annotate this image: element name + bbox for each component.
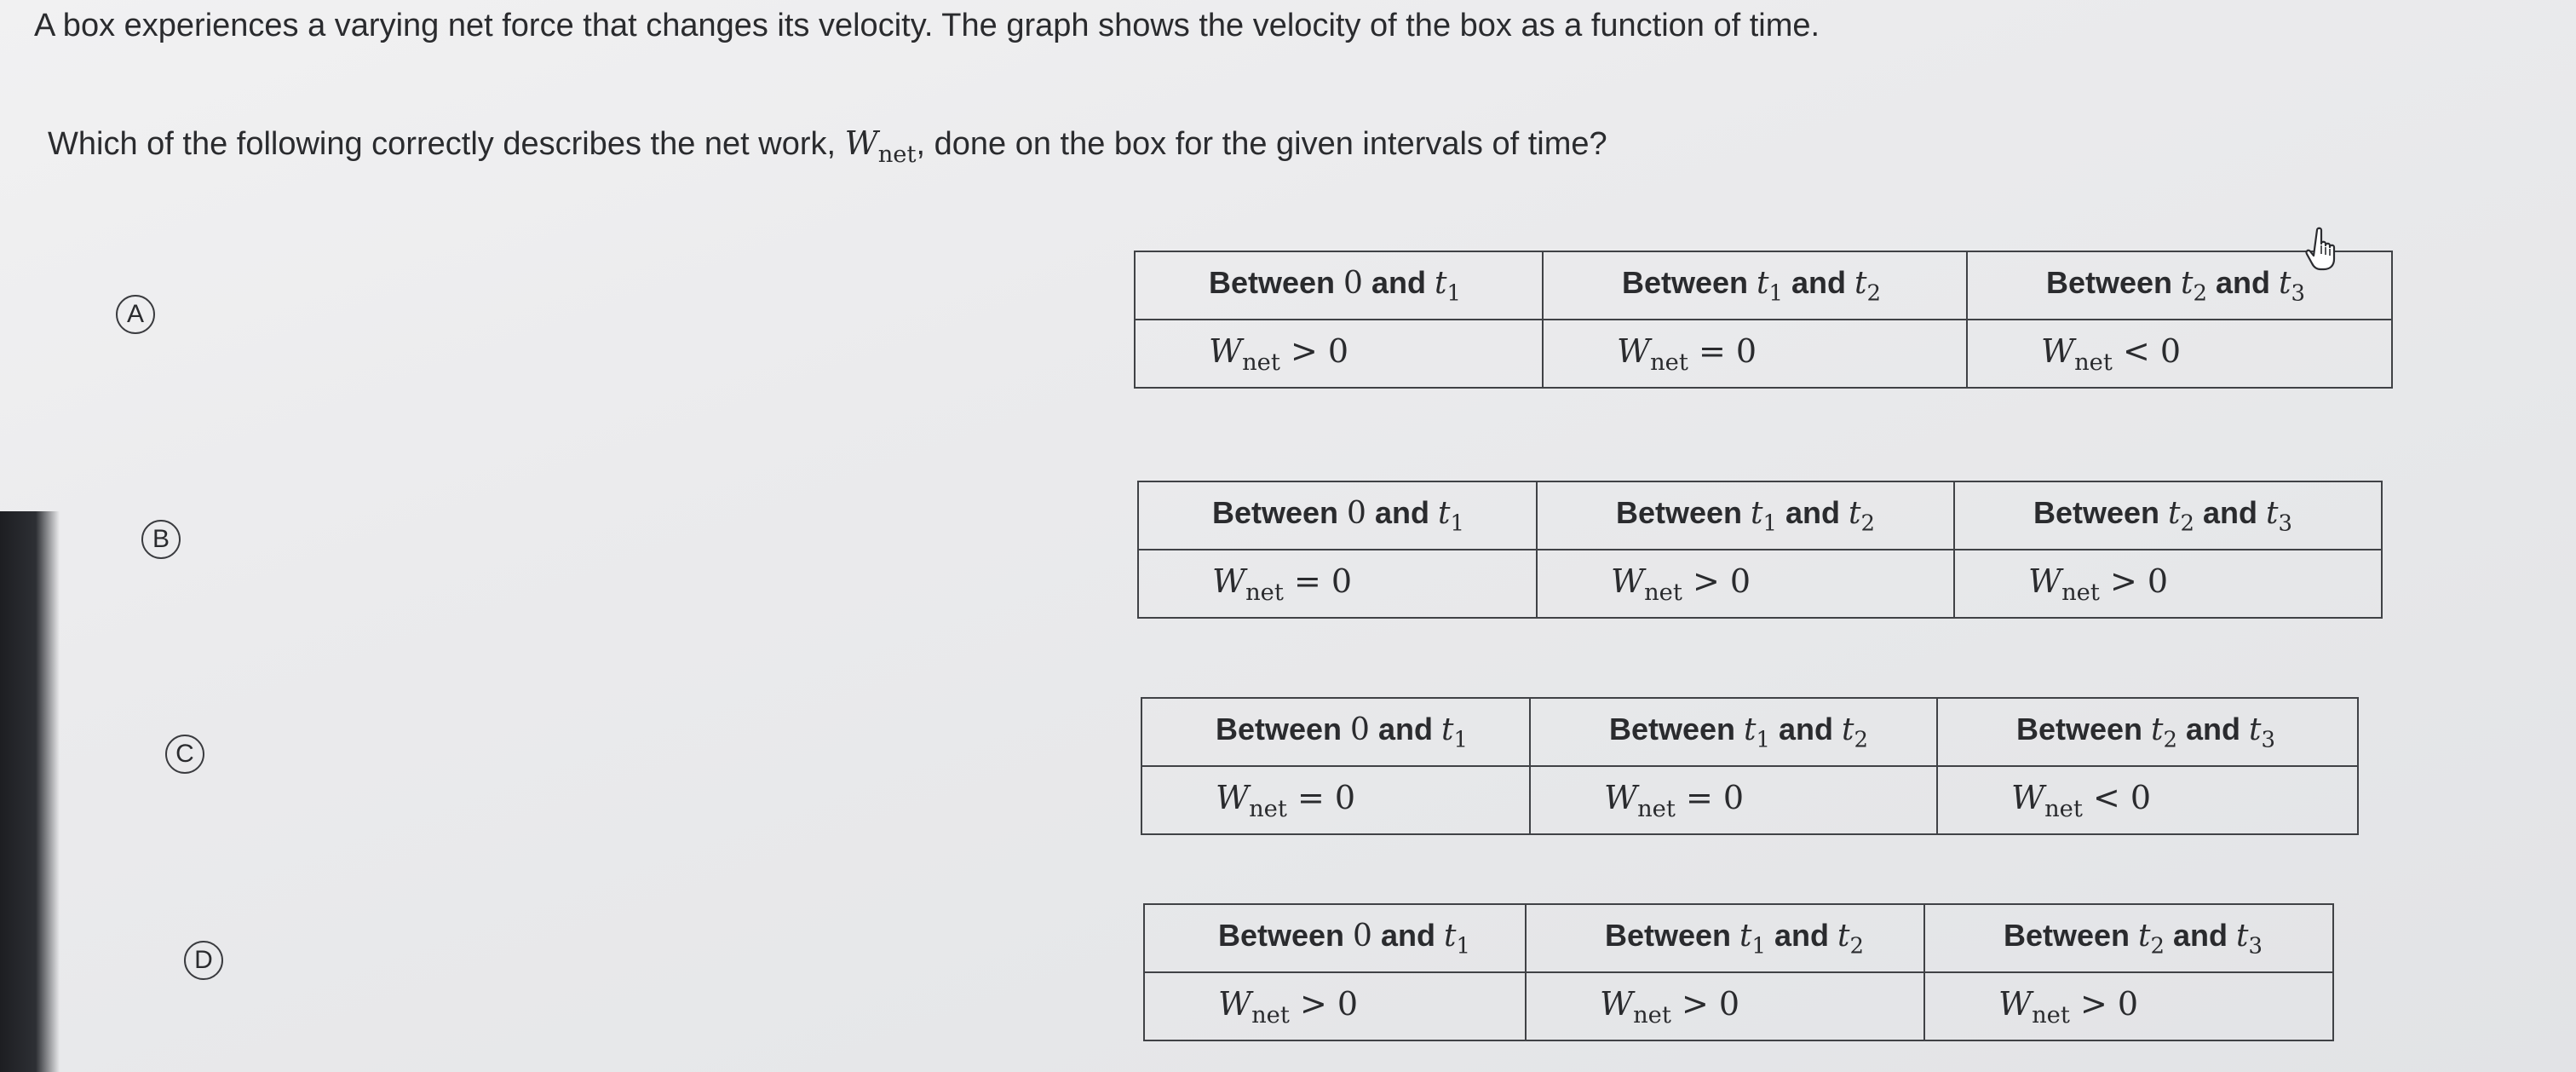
question-text-2-pre: Which of the following correctly describes the net work, <box>48 126 845 162</box>
choice-a-table <box>1134 251 2393 389</box>
work-value-1: $W_{net} > 0$ <box>1144 972 1526 1040</box>
header-interval-3: Between $t_2$ and $t_3$ <box>1967 251 2392 320</box>
header-interval-2: Between $t_1$ and $t_2$ <box>1537 481 1954 550</box>
work-value-3: $W_{net} < 0$ <box>1967 320 2392 388</box>
table-header-row <box>1144 904 2333 972</box>
question-line-2 <box>48 121 1607 177</box>
table-value-row <box>1141 766 2358 834</box>
choice-d-radio[interactable]: D <box>184 941 223 980</box>
table-header-row <box>1135 251 2392 320</box>
work-value-1: $W_{net} = 0$ <box>1141 766 1530 834</box>
table-value-row <box>1144 972 2333 1040</box>
table-header-row <box>1141 698 2358 766</box>
choice-a-radio[interactable]: A <box>116 295 155 334</box>
work-value-3: $W_{net} < 0$ <box>1937 766 2358 834</box>
choice-c-radio[interactable]: C <box>165 735 204 774</box>
header-interval-2: Between $t_1$ and $t_2$ <box>1530 698 1937 766</box>
hand-cursor-icon <box>2305 227 2343 271</box>
work-value-1: $W_{net} > 0$ <box>1135 320 1543 388</box>
question-text-1: A box experiences a varying net force that changes its velocity. The graph shows the velocity of the box as a function of time. <box>34 8 1820 43</box>
table-header-row <box>1138 481 2382 550</box>
question-line-1 <box>34 5 1820 46</box>
choice-d-table <box>1143 903 2334 1041</box>
header-interval-3: Between $t_2$ and $t_3$ <box>1954 481 2382 550</box>
table-value-row <box>1135 320 2392 388</box>
work-value-1: $W_{net} = 0$ <box>1138 550 1537 618</box>
question-work-subscript: net <box>877 141 917 168</box>
header-interval-2: Between $t_1$ and $t_2$ <box>1543 251 1967 320</box>
work-value-2: $W_{net} > 0$ <box>1537 550 1954 618</box>
choice-c-table <box>1141 697 2359 835</box>
work-value-2: $W_{net} = 0$ <box>1530 766 1937 834</box>
work-value-2: $W_{net} > 0$ <box>1526 972 1924 1040</box>
header-interval-2: Between $t_1$ and $t_2$ <box>1526 904 1924 972</box>
header-interval-3: Between $t_2$ and $t_3$ <box>1924 904 2333 972</box>
header-interval-1: Between 0 and $t_1$ <box>1138 481 1537 550</box>
work-value-2: $W_{net} = 0$ <box>1543 320 1967 388</box>
choice-b-table <box>1137 481 2383 619</box>
header-interval-1: Between 0 and $t_1$ <box>1144 904 1526 972</box>
header-interval-3: Between $t_2$ and $t_3$ <box>1937 698 2358 766</box>
question-text-2-post: , done on the box for the given intervals of time? <box>916 126 1607 162</box>
screen-edge <box>0 511 60 1072</box>
work-value-3: $W_{net} > 0$ <box>1924 972 2333 1040</box>
choice-b-radio[interactable]: B <box>141 520 181 559</box>
work-value-3: $W_{net} > 0$ <box>1954 550 2382 618</box>
question-work-symbol: W <box>844 124 878 162</box>
header-interval-1: Between 0 and $t_1$ <box>1135 251 1543 320</box>
header-interval-1: Between 0 and $t_1$ <box>1141 698 1530 766</box>
table-value-row <box>1138 550 2382 618</box>
